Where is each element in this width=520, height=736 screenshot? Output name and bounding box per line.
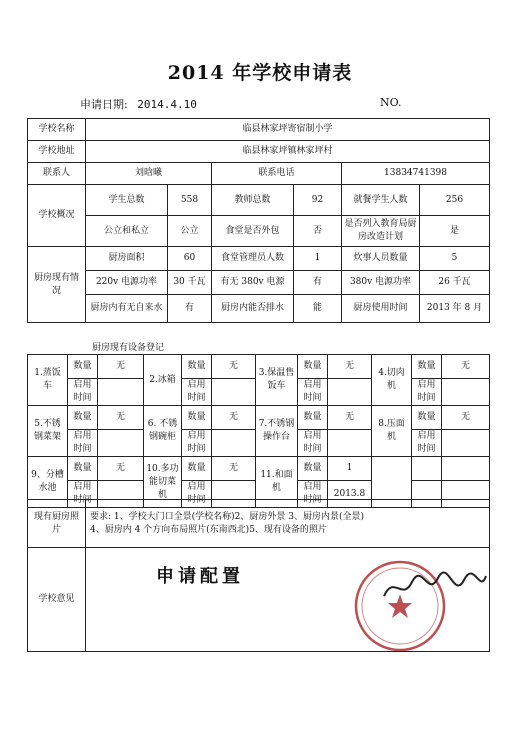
- overview-cell: 256: [420, 185, 490, 216]
- equipment-qty-value: 无: [212, 406, 256, 430]
- school-name-value: 临县林家坪寄宿制小学: [86, 119, 490, 141]
- equipment-qty-value: 无: [328, 355, 372, 379]
- equipment-time-value: [212, 379, 256, 406]
- equipment-qty-label: 数量: [182, 457, 212, 481]
- equipment-name: 7.不锈钢操作台: [256, 406, 298, 457]
- opinion-handwritten-text: 申请配置: [156, 566, 244, 587]
- school-address-label: 学校地址: [28, 141, 86, 163]
- overview-cell: 公立: [168, 216, 212, 247]
- kitchen-cell: 厨房内能否排水: [212, 295, 294, 323]
- equipment-name: 8.压面机: [372, 406, 412, 457]
- handwritten-signature: [380, 568, 490, 608]
- overview-cell: 92: [294, 185, 342, 216]
- overview-cell: 食堂是否外包: [212, 216, 294, 247]
- equipment-qty-value: 无: [98, 457, 144, 481]
- contact-label: 联系人: [28, 163, 86, 185]
- equipment-name: 6. 不锈钢碗柜: [144, 406, 182, 457]
- kitchen-cell: 炊事人员数量: [342, 247, 420, 271]
- equipment-qty-value: 无: [442, 406, 490, 430]
- equipment-time-label: 启用时间: [412, 430, 442, 457]
- equipment-qty-value: 无: [98, 355, 144, 379]
- equipment-name: 5.不锈钢菜架: [28, 406, 68, 457]
- kitchen-cell: 有: [294, 271, 342, 295]
- equipment-name: 11.和面机: [256, 457, 298, 508]
- equipment-time-value: 2013.8: [328, 481, 372, 508]
- equipment-qty-value: 无: [98, 406, 144, 430]
- equipment-time-label: 启用时间: [298, 481, 328, 508]
- overview-cell: 公立和私立: [86, 216, 168, 247]
- equipment-time-label: 启用时间: [68, 481, 98, 508]
- kitchen-cell: 30 千瓦: [168, 271, 212, 295]
- equipment-time-label: 启用时间: [68, 379, 98, 406]
- equipment-name: 2.冰箱: [144, 355, 182, 406]
- kitchen-cell: 厨房使用时间: [342, 295, 420, 323]
- equipment-qty-label: 数量: [182, 406, 212, 430]
- overview-cell: 558: [168, 185, 212, 216]
- kitchen-cell: 1: [294, 247, 342, 271]
- kitchen-cell: 2013 年 8 月: [420, 295, 490, 323]
- equipment-qty-label: [412, 457, 442, 481]
- equipment-time-label: 启用时间: [182, 481, 212, 508]
- equipment-time-label: 启用时间: [298, 430, 328, 457]
- equipment-qty-value: 无: [328, 406, 372, 430]
- equipment-time-label: 启用时间: [298, 379, 328, 406]
- equipment-table: [27, 354, 490, 508]
- equipment-name: 4.切肉机: [372, 355, 412, 406]
- equipment-time-label: 启用时间: [182, 379, 212, 406]
- kitchen-cell: 能: [294, 295, 342, 323]
- kitchen-label: 厨房现有情况: [28, 247, 86, 323]
- equipment-qty-label: 数量: [298, 355, 328, 379]
- overview-cell: 否: [294, 216, 342, 247]
- equipment-time-value: [442, 430, 490, 457]
- photos-label: 现有厨房照片: [28, 500, 86, 548]
- kitchen-cell: 厨房面积: [86, 247, 168, 271]
- school-address-value: 临县林家坪镇林家坪村: [86, 141, 490, 163]
- equipment-qty-label: 数量: [182, 355, 212, 379]
- equipment-qty-value: 1: [328, 457, 372, 481]
- equipment-section-title: 厨房现有设备登记: [92, 343, 165, 353]
- equipment-qty-label: 数量: [68, 457, 98, 481]
- kitchen-cell: 26 千瓦: [420, 271, 490, 295]
- equipment-qty-value: 无: [212, 355, 256, 379]
- equipment-name: 1.蒸饭车: [28, 355, 68, 406]
- opinion-label: 学校意见: [28, 548, 86, 652]
- equipment-name: 10.多功能切菜机: [144, 457, 182, 508]
- overview-label: 学校概况: [28, 185, 86, 247]
- kitchen-cell: 220v 电源功率: [86, 271, 168, 295]
- equipment-time-value: [212, 430, 256, 457]
- kitchen-cell: 5: [420, 247, 490, 271]
- equipment-qty-label: 数量: [412, 355, 442, 379]
- equipment-name: 3.保温售饭车: [256, 355, 298, 406]
- equipment-qty-label: 数量: [298, 406, 328, 430]
- kitchen-cell: 有无 380v 电源: [212, 271, 294, 295]
- equipment-qty-value: 无: [212, 457, 256, 481]
- overview-cell: 学生总数: [86, 185, 168, 216]
- equipment-time-value: [328, 430, 372, 457]
- application-date: [80, 96, 197, 112]
- photos-requirements: [86, 500, 490, 548]
- photos-requirements-line: 要求: 1、学校大门口全景(学校名称)2、厨房外景 3、厨房内景(全景): [90, 511, 364, 522]
- overview-cell: 教师总数: [212, 185, 294, 216]
- kitchen-cell: 60: [168, 247, 212, 271]
- overview-cell: 是否列入教育局厨房改造计划: [342, 216, 420, 247]
- school-name-label: 学校名称: [28, 119, 86, 141]
- form-number-label: NO.: [380, 96, 402, 109]
- overview-cell: 就餐学生人数: [342, 185, 420, 216]
- contact-name: 刘晗曦: [86, 163, 212, 185]
- equipment-time-value: [98, 430, 144, 457]
- equipment-time-value: [98, 379, 144, 406]
- kitchen-cell: 380v 电源功率: [342, 271, 420, 295]
- application-date-value: 2014.4.10: [137, 98, 197, 111]
- main-info-table: [27, 118, 490, 323]
- equipment-time-label: 启用时间: [412, 379, 442, 406]
- equipment-qty-value: [442, 457, 490, 481]
- equipment-qty-label: 数量: [298, 457, 328, 481]
- kitchen-cell: 有: [168, 295, 212, 323]
- equipment-time-value: [442, 379, 490, 406]
- equipment-time-label: 启用时间: [68, 430, 98, 457]
- equipment-qty-label: 数量: [68, 355, 98, 379]
- phone-label: 联系电话: [212, 163, 342, 185]
- equipment-time-value: [328, 379, 372, 406]
- photos-requirements-line: 4、厨房内 4 个方向布局照片(东南西北)5、现有设备的照片: [90, 524, 327, 535]
- phone-value: 13834741398: [342, 163, 490, 185]
- equipment-qty-label: 数量: [412, 406, 442, 430]
- kitchen-cell: 食堂管理员人数: [212, 247, 294, 271]
- kitchen-cell: 厨房内有无自来水: [86, 295, 168, 323]
- equipment-qty-value: 无: [442, 355, 490, 379]
- equipment-qty-label: 数量: [68, 406, 98, 430]
- overview-cell: 是: [420, 216, 490, 247]
- equipment-time-label: 启用时间: [182, 430, 212, 457]
- equipment-name: 9、分槽水池: [28, 457, 68, 508]
- page-title: 2014 年学校申请表: [167, 62, 353, 84]
- application-date-label: 申请日期:: [80, 98, 128, 111]
